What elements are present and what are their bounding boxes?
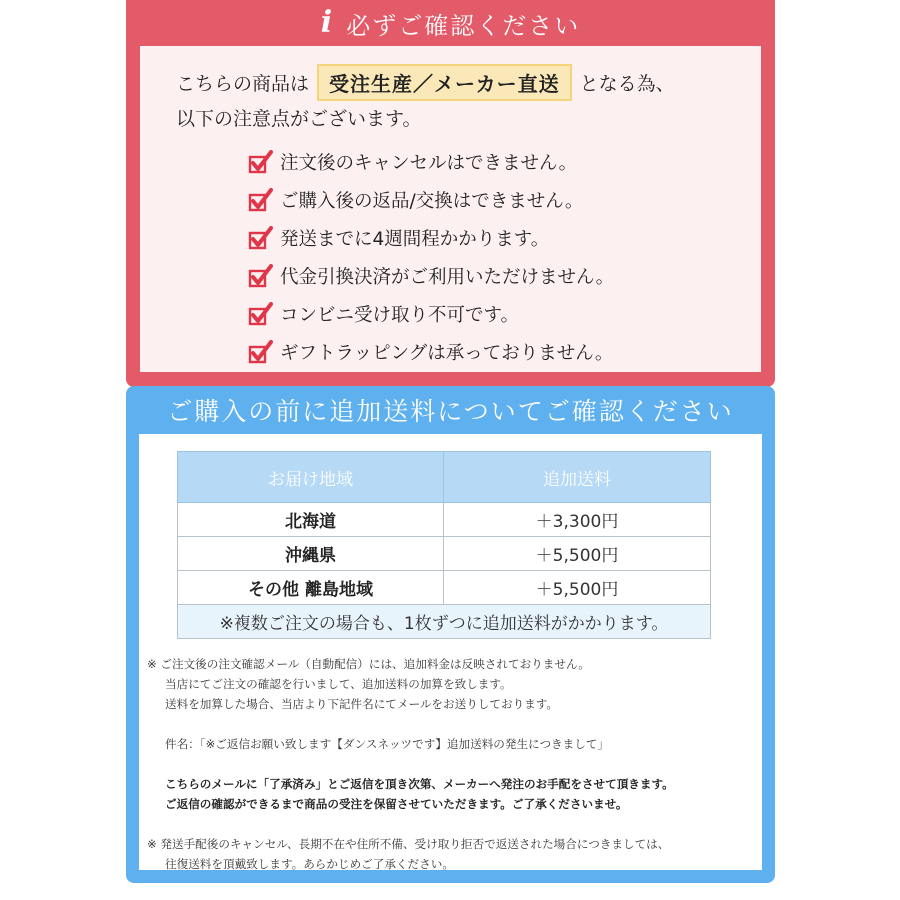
notice-body (140, 46, 761, 372)
spacer (147, 754, 674, 774)
checklist-item (248, 143, 614, 181)
info-icon: i (320, 5, 333, 40)
checklist-item-label: 発送までに4週間程かかります。 (280, 229, 550, 250)
bold-note-line: こちらのメールに「了承済み」とご返信を頂き次第、メーカーへ発注のお手配をさせて頂きます。 (165, 777, 674, 791)
notice-checklist (248, 143, 614, 371)
table-header-row (178, 452, 711, 503)
notice-intro-line1 (176, 64, 675, 101)
checkbox-check-icon (248, 149, 274, 175)
checkbox-check-icon (248, 225, 274, 251)
note-line: 送料を加算した場合、当店より下記件名にてメールをお送りしております。 (165, 697, 559, 711)
fee-cell: ＋5,500円 (444, 571, 711, 605)
checkbox-check-icon (248, 263, 274, 289)
intro-suffix: となる為、 (579, 73, 675, 95)
shipping-fee-table (177, 451, 711, 639)
note-line: ※ ご注文後の注文確認メール（自動配信）には、追加料金は反映されておりません。 (147, 657, 590, 671)
checklist-item (248, 257, 614, 295)
note-line: ※ 発送手配後のキャンセル、長期不在や住所不備、受け取り拒否で返送された場合につきましては、 (147, 837, 670, 851)
notice-panel (126, 0, 775, 387)
table-row (178, 571, 711, 605)
note-line: 往復送料を頂戴致します。あらかじめご了承ください。 (165, 857, 454, 871)
region-cell: その他 離島地域 (178, 571, 444, 605)
table-row (178, 537, 711, 571)
checklist-item-label: 代金引換決済がご利用いただけません。 (280, 267, 615, 288)
shipping-notes (147, 654, 674, 874)
fee-cell: ＋3,300円 (444, 503, 711, 537)
table-footnote-row (178, 605, 711, 639)
checklist-item-label: ギフトラッピングは承っておりません。 (280, 343, 614, 364)
checklist-item (248, 333, 614, 371)
region-cell: 沖縄県 (178, 537, 444, 571)
spacer (147, 714, 674, 734)
note-line: 当店にてご注文の確認を行いまして、追加送料の加算を致します。 (165, 677, 512, 691)
checklist-item (248, 295, 614, 333)
notice-header (126, 0, 775, 46)
checklist-item (248, 219, 614, 257)
region-cell: 北海道 (178, 503, 444, 537)
notice-title: 必ずご確認ください (346, 11, 581, 40)
bold-note-line: ご返信の確認ができるまで商品の受注を保留させていただきます。ご了承くださいませ。 (165, 797, 628, 811)
email-subject-line: 件名：「※ご返信お願い致します【ダンスネッツです】追加送料の発生につきまして」 (165, 737, 610, 751)
checkbox-check-icon (248, 339, 274, 365)
spacer (147, 814, 674, 834)
shipping-panel (126, 386, 775, 883)
fee-cell: ＋5,500円 (444, 537, 711, 571)
checklist-item (248, 181, 614, 219)
column-header-fee: 追加送料 (444, 452, 711, 503)
checkbox-check-icon (248, 301, 274, 327)
checklist-item-label: ご購入後の返品/交換はできません。 (280, 191, 584, 212)
checkbox-check-icon (248, 187, 274, 213)
table-footnote: ※複数ご注文の場合も、1枚ずつに追加送料がかかります。 (178, 605, 711, 639)
shipping-title: ご購入の前に追加送料についてご確認ください (167, 397, 734, 426)
notice-intro-line2: 以下の注意点がございます。 (176, 108, 422, 130)
checklist-item-label: 注文後のキャンセルはできません。 (280, 153, 578, 174)
checklist-item-label: コンビニ受け取り不可です。 (280, 305, 520, 326)
column-header-region: お届け地域 (178, 452, 444, 503)
shipping-body (139, 434, 762, 870)
intro-highlight: 受注生産／メーカー直送 (317, 64, 572, 101)
intro-prefix: こちらの商品は (176, 73, 310, 95)
table-row (178, 503, 711, 537)
